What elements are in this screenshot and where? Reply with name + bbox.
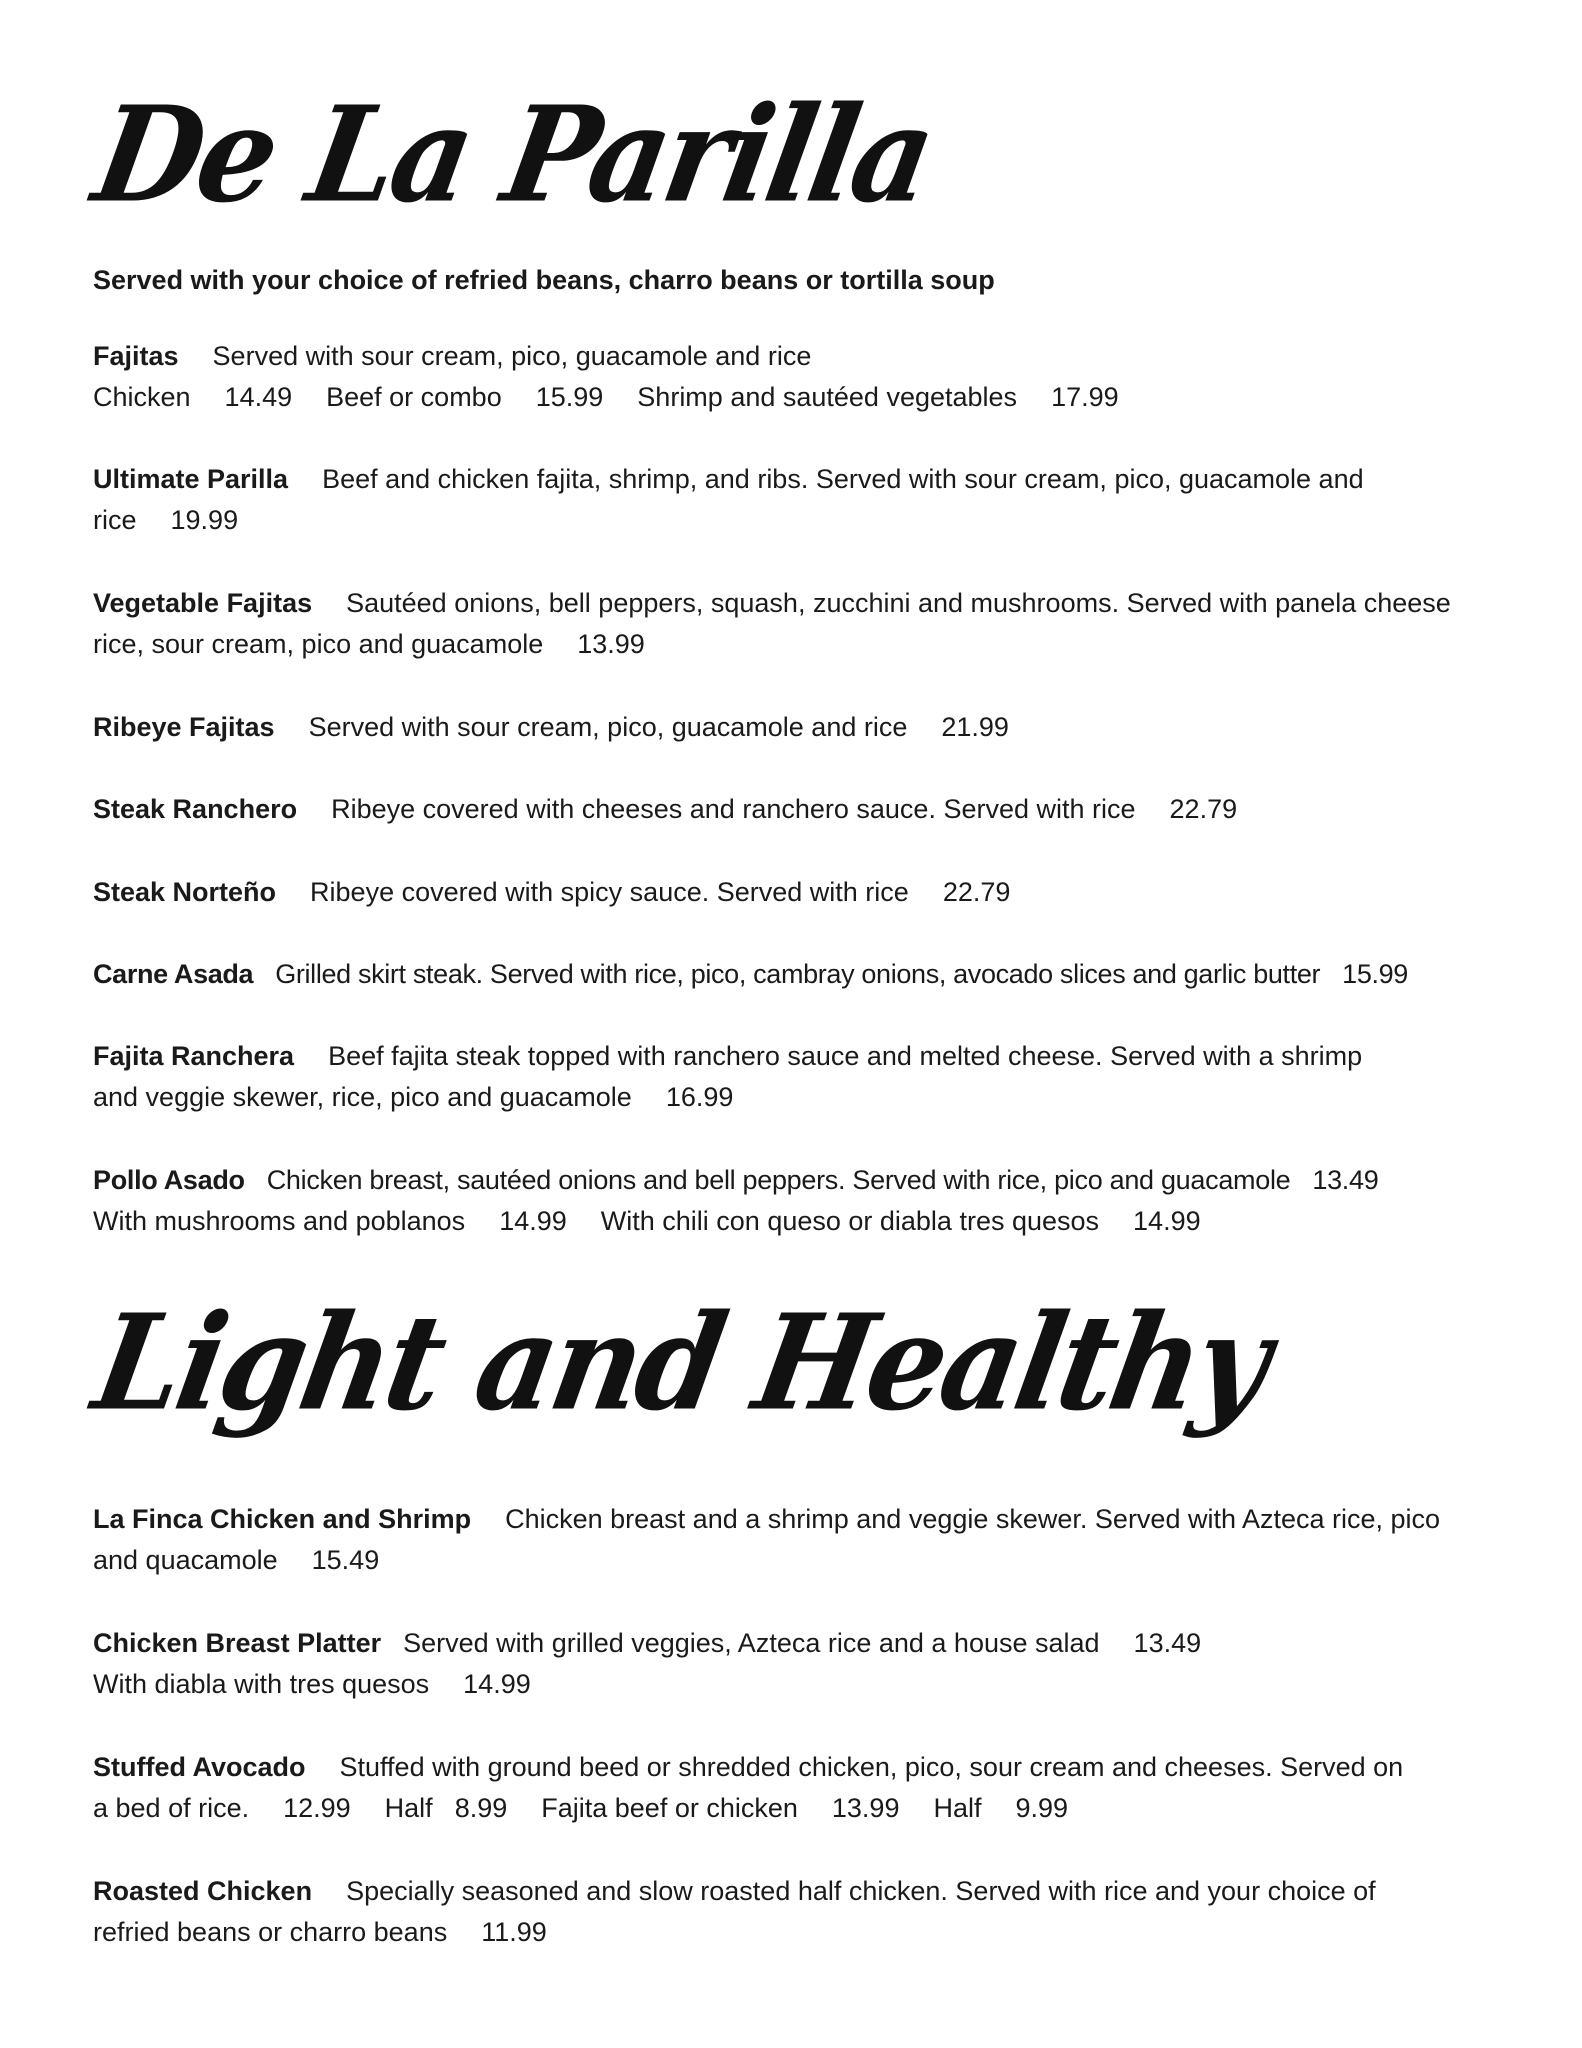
item-price: 11.99 [481, 1917, 547, 1947]
item-description: Ribeye covered with cheeses and ranchero sauce. Served with rice [331, 794, 1136, 824]
item-description: Specially seasoned and slow roasted half chicken. Served with rice and your choice of [346, 1876, 1376, 1906]
option-label: With diabla with tres quesos [93, 1669, 430, 1699]
option-label: With mushrooms and poblanos [93, 1206, 466, 1236]
item-name: Steak Norteño [93, 877, 277, 907]
item-description: and veggie skewer, rice, pico and guacamole [93, 1082, 632, 1112]
option-price: 15.99 [535, 382, 604, 412]
option-price: 14.49 [224, 382, 293, 412]
item-price: 16.99 [665, 1082, 734, 1112]
option-label: Shrimp and sautéed vegetables [637, 382, 1018, 412]
item-description: Sautéed onions, bell peppers, squash, zucchini and mushrooms. Served with panela cheese [346, 588, 1451, 618]
item-description: Chicken breast and a shrimp and veggie skewer. Served with Azteca rice, pico [505, 1504, 1441, 1534]
item-description: Stuffed with ground beed or shredded chicken, pico, sour cream and cheeses. Served on [339, 1752, 1404, 1782]
item-price: 15.99 [1342, 959, 1408, 989]
item-name: Fajita Ranchera [93, 1041, 295, 1071]
section-title-de-la-parilla: De La Parilla [83, 76, 943, 232]
item-price: 21.99 [941, 712, 1009, 742]
item-name: Ultimate Parilla [93, 464, 289, 494]
menu-item-steak-ranchero [93, 789, 1493, 830]
item-description: rice, sour cream, pico and guacamole [93, 629, 544, 659]
option-label: With chili con queso or diabla tres quesos [600, 1206, 1100, 1236]
item-name: Carne Asada [93, 959, 254, 989]
item-description: Beef and chicken fajita, shrimp, and ribs. Served with sour cream, pico, guacamole and [322, 464, 1364, 494]
menu-item-vegetable-fajitas [93, 583, 1493, 665]
item-price: 15.49 [311, 1545, 380, 1575]
option-label: Chicken [93, 382, 191, 412]
menu-item-roasted-chicken [93, 1871, 1493, 1953]
item-description: Ribeye covered with spicy sauce. Served with rice [310, 877, 909, 907]
option-label: Half [933, 1793, 982, 1823]
menu-item-fajitas [93, 336, 1493, 418]
option-price: 8.99 [454, 1793, 508, 1823]
item-price: 22.79 [942, 877, 1011, 907]
item-price: 13.99 [577, 629, 645, 659]
item-description: Beef fajita steak topped with ranchero sauce and melted cheese. Served with a shrimp [328, 1041, 1363, 1071]
menu-item-la-finca-chicken-and-shrimp [93, 1499, 1493, 1581]
section-title-light-and-healthy: Light and Healthy [83, 1284, 1279, 1440]
menu-item-ribeye-fajitas [93, 707, 1493, 748]
item-name: Pollo Asado [93, 1165, 245, 1195]
menu-item-pollo-asado [93, 1160, 1493, 1242]
item-name: Stuffed Avocado [93, 1752, 306, 1782]
item-name: Ribeye Fajitas [93, 712, 275, 742]
menu-item-carne-asada [93, 954, 1493, 995]
menu-item-chicken-breast-platter [93, 1623, 1493, 1705]
item-description: Served with sour cream, pico, guacamole and rice [308, 712, 908, 742]
item-name: Roasted Chicken [93, 1876, 313, 1906]
item-description: refried beans or charro beans [93, 1917, 448, 1947]
menu-item-fajita-ranchera [93, 1036, 1493, 1118]
item-description: Chicken breast, sautéed onions and bell peppers. Served with rice, pico and guacamole [266, 1165, 1291, 1195]
item-price: 13.49 [1312, 1165, 1379, 1195]
option-label: Fajita beef or chicken [541, 1793, 798, 1823]
option-price: 14.99 [1133, 1206, 1201, 1236]
option-price: 13.99 [831, 1793, 900, 1823]
item-price: 13.49 [1133, 1628, 1202, 1658]
item-price: 12.99 [283, 1793, 351, 1823]
item-price: 22.79 [1169, 794, 1238, 824]
option-price: 9.99 [1015, 1793, 1069, 1823]
option-label: Half [384, 1793, 433, 1823]
item-description: Served with sour cream, pico, guacamole and rice [212, 341, 812, 371]
menu-item-steak-norteno [93, 872, 1493, 913]
item-description: and quacamole [93, 1545, 278, 1575]
item-name: Steak Ranchero [93, 794, 298, 824]
item-name: Vegetable Fajitas [93, 588, 313, 618]
option-price: 17.99 [1051, 382, 1119, 412]
item-description: Served with grilled veggies, Azteca rice and a house salad [403, 1628, 1100, 1658]
item-description: a bed of rice. [93, 1793, 250, 1823]
option-label: Beef or combo [326, 382, 502, 412]
option-price: 14.99 [463, 1669, 531, 1699]
menu-item-stuffed-avocado [93, 1747, 1493, 1829]
item-description: Grilled skirt steak. Served with rice, pico, cambray onions, avocado slices and garlic butter [275, 959, 1321, 989]
item-name: Fajitas [93, 341, 179, 371]
section-subtitle: Served with your choice of refried beans, charro beans or tortilla soup [93, 265, 995, 295]
item-price: 19.99 [170, 505, 239, 535]
option-price: 14.99 [499, 1206, 567, 1236]
item-description: rice [93, 505, 137, 535]
item-name: Chicken Breast Platter [93, 1628, 382, 1658]
menu-item-ultimate-parilla [93, 459, 1493, 541]
item-name: La Finca Chicken and Shrimp [93, 1504, 472, 1534]
